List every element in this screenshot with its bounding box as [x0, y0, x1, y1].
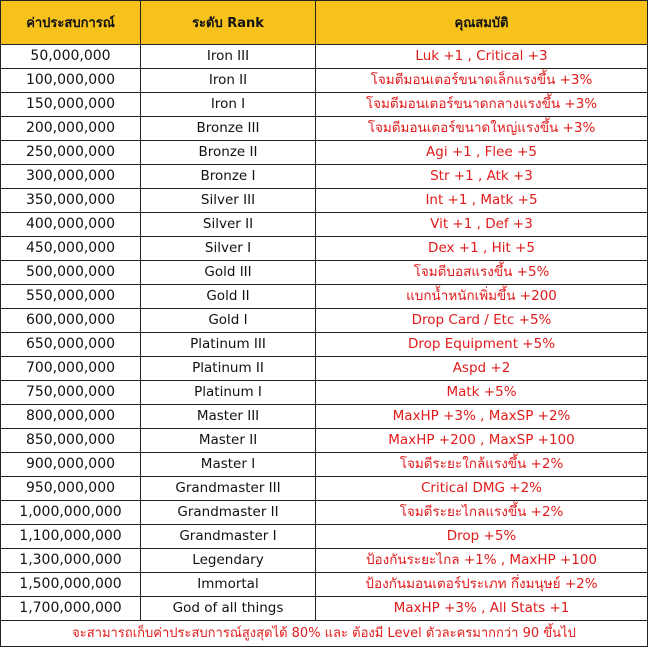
footer-note: จะสามารถเก็บค่าประสบการณ์สูงสุดได้ 80% และ ต้องมี Level ตัวละครมากกว่า 90 ขึ้นไป — [1, 621, 648, 647]
attribute-cell: MaxHP +200 , MaxSP +100 — [316, 429, 648, 453]
exp-cell: 100,000,000 — [1, 69, 141, 93]
exp-cell: 500,000,000 — [1, 261, 141, 285]
table-row — [1, 213, 648, 237]
attribute-cell: Drop Equipment +5% — [316, 333, 648, 357]
exp-cell: 600,000,000 — [1, 309, 141, 333]
table-row — [1, 285, 648, 309]
rank-cell: Iron II — [141, 69, 316, 93]
attribute-cell: MaxHP +3% , All Stats +1 — [316, 597, 648, 621]
rank-cell: Master II — [141, 429, 316, 453]
rank-cell: Gold I — [141, 309, 316, 333]
attribute-cell: Str +1 , Atk +3 — [316, 165, 648, 189]
table-row — [1, 117, 648, 141]
header-exp: ค่าประสบการณ์ — [1, 1, 141, 45]
table-row — [1, 309, 648, 333]
rank-cell: Grandmaster I — [141, 525, 316, 549]
exp-cell: 1,100,000,000 — [1, 525, 141, 549]
rank-cell: Bronze III — [141, 117, 316, 141]
exp-cell: 700,000,000 — [1, 357, 141, 381]
attribute-cell: ป้องกันมอนเตอร์ประเภท กึ่งมนุษย์ +2% — [316, 573, 648, 597]
table-row — [1, 141, 648, 165]
attribute-cell: Agi +1 , Flee +5 — [316, 141, 648, 165]
exp-cell: 450,000,000 — [1, 237, 141, 261]
table-row — [1, 237, 648, 261]
exp-cell: 850,000,000 — [1, 429, 141, 453]
attribute-cell: แบกน้ำหนักเพิ่มขึ้น +200 — [316, 285, 648, 309]
rank-cell: Gold III — [141, 261, 316, 285]
rank-cell: Gold II — [141, 285, 316, 309]
attribute-cell: MaxHP +3% , MaxSP +2% — [316, 405, 648, 429]
attribute-cell: โจมตีมอนเตอร์ขนาดใหญ่แรงขึ้น +3% — [316, 117, 648, 141]
exp-cell: 250,000,000 — [1, 141, 141, 165]
table-row — [1, 357, 648, 381]
attribute-cell: ป้องกันระยะไกล +1% , MaxHP +100 — [316, 549, 648, 573]
exp-cell: 1,500,000,000 — [1, 573, 141, 597]
attribute-cell: Int +1 , Matk +5 — [316, 189, 648, 213]
exp-cell: 950,000,000 — [1, 477, 141, 501]
exp-cell: 150,000,000 — [1, 93, 141, 117]
attribute-cell: Critical DMG +2% — [316, 477, 648, 501]
rank-cell: Silver I — [141, 237, 316, 261]
rank-cell: Silver III — [141, 189, 316, 213]
exp-cell: 550,000,000 — [1, 285, 141, 309]
table-row — [1, 597, 648, 621]
table-body — [1, 45, 648, 621]
exp-cell: 900,000,000 — [1, 453, 141, 477]
table-row — [1, 165, 648, 189]
table-row — [1, 333, 648, 357]
table-row — [1, 429, 648, 453]
attribute-cell: Matk +5% — [316, 381, 648, 405]
rank-cell: Iron III — [141, 45, 316, 69]
table-row — [1, 453, 648, 477]
exp-cell: 750,000,000 — [1, 381, 141, 405]
header-attributes: คุณสมบัติ — [316, 1, 648, 45]
exp-cell: 400,000,000 — [1, 213, 141, 237]
exp-cell: 50,000,000 — [1, 45, 141, 69]
exp-cell: 350,000,000 — [1, 189, 141, 213]
table-row — [1, 501, 648, 525]
rank-cell: God of all things — [141, 597, 316, 621]
rank-cell: Platinum I — [141, 381, 316, 405]
attribute-cell: โจมตีระยะไกลแรงขึ้น +2% — [316, 501, 648, 525]
rank-cell: Immortal — [141, 573, 316, 597]
footer-row — [1, 621, 648, 647]
attribute-cell: โจมตีมอนเตอร์ขนาดกลางแรงขึ้น +3% — [316, 93, 648, 117]
header-rank: ระดับ Rank — [141, 1, 316, 45]
table-row — [1, 549, 648, 573]
attribute-cell: Luk +1 , Critical +3 — [316, 45, 648, 69]
rank-cell: Bronze I — [141, 165, 316, 189]
exp-cell: 800,000,000 — [1, 405, 141, 429]
rank-cell: Grandmaster II — [141, 501, 316, 525]
exp-cell: 1,700,000,000 — [1, 597, 141, 621]
table-row — [1, 261, 648, 285]
attribute-cell: โจมตีมอนเตอร์ขนาดเล็กแรงขึ้น +3% — [316, 69, 648, 93]
attribute-cell: โจมตีบอสแรงขึ้น +5% — [316, 261, 648, 285]
attribute-cell: Dex +1 , Hit +5 — [316, 237, 648, 261]
rank-cell: Platinum II — [141, 357, 316, 381]
exp-cell: 300,000,000 — [1, 165, 141, 189]
header-row — [1, 1, 648, 45]
rank-cell: Iron I — [141, 93, 316, 117]
table-row — [1, 405, 648, 429]
table-row — [1, 189, 648, 213]
table-row — [1, 573, 648, 597]
attribute-cell: โจมตีระยะใกล้แรงขึ้น +2% — [316, 453, 648, 477]
exp-cell: 1,300,000,000 — [1, 549, 141, 573]
exp-cell: 650,000,000 — [1, 333, 141, 357]
table-row — [1, 69, 648, 93]
attribute-cell: Drop Card / Etc +5% — [316, 309, 648, 333]
table-row — [1, 477, 648, 501]
table-row — [1, 93, 648, 117]
attribute-cell: Drop +5% — [316, 525, 648, 549]
exp-cell: 200,000,000 — [1, 117, 141, 141]
rank-cell: Master III — [141, 405, 316, 429]
exp-cell: 1,000,000,000 — [1, 501, 141, 525]
table-row — [1, 381, 648, 405]
rank-cell: Silver II — [141, 213, 316, 237]
rank-cell: Master I — [141, 453, 316, 477]
rank-cell: Grandmaster III — [141, 477, 316, 501]
rank-cell: Bronze II — [141, 141, 316, 165]
attribute-cell: Aspd +2 — [316, 357, 648, 381]
rank-cell: Legendary — [141, 549, 316, 573]
attribute-cell: Vit +1 , Def +3 — [316, 213, 648, 237]
rank-cell: Platinum III — [141, 333, 316, 357]
table-row — [1, 525, 648, 549]
table-row — [1, 45, 648, 69]
